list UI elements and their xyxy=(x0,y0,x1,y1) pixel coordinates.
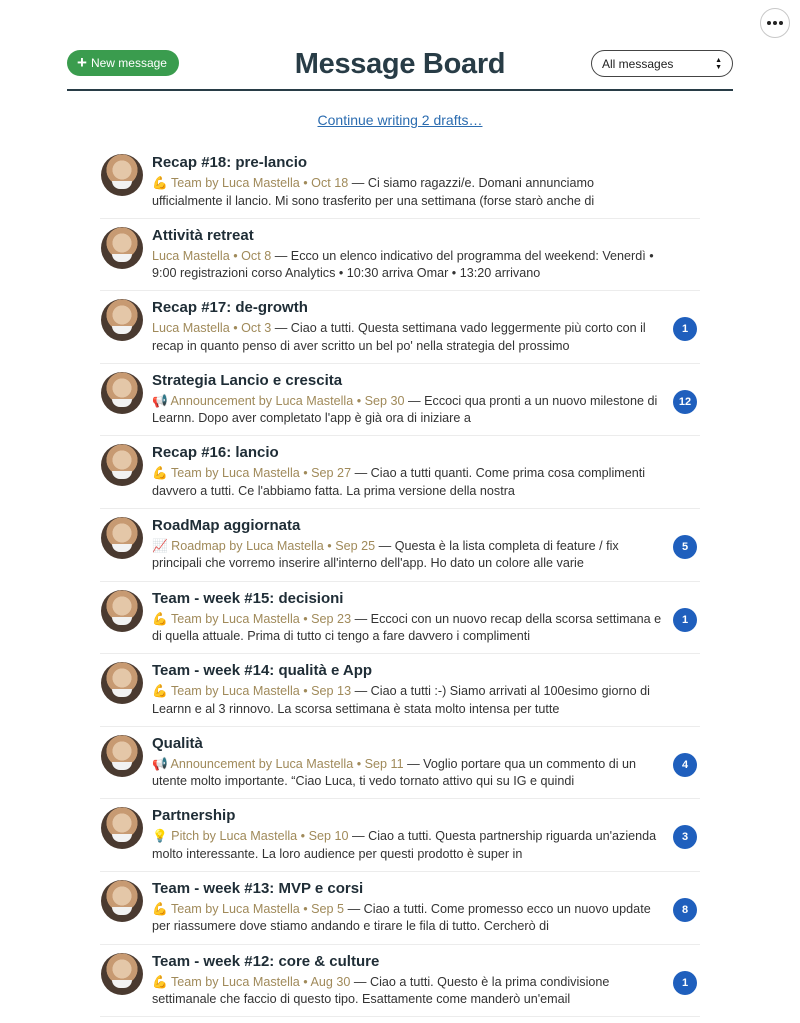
board-header xyxy=(67,44,733,92)
message-title[interactable]: Recap #17: de-growth xyxy=(152,299,308,317)
message-meta: 📢 Announcement by Luca Mastella • Sep 30 xyxy=(152,393,405,408)
message-row[interactable] xyxy=(100,727,700,800)
message-preview: — Eccoci con un nuovo recap della scorsa settimana e di quella attuale. Prima di tutto ci tengo a fare davvero i complimenti xyxy=(152,611,662,644)
message-meta: Luca Mastella • Oct 8 xyxy=(152,248,272,263)
message-title[interactable]: Team - week #12: core & culture xyxy=(152,952,380,970)
filter-value: All messages xyxy=(602,56,674,71)
message-preview: — Ciao a tutti. Questo è la prima condivisione settimanale che faccio di questo tipo. Esattamente come manderò un'email xyxy=(152,974,610,1007)
message-preview: — Ecco un elenco indicativo del programma del weekend: Venerdì • 9:00 registrazioni corso Analytics • 10:30 arriva Omar • 13:20 arrivano xyxy=(152,248,654,281)
avatar[interactable] xyxy=(101,662,143,704)
message-excerpt xyxy=(152,393,664,428)
comment-count-badge[interactable]: 5 xyxy=(673,535,697,559)
plus-icon: + xyxy=(77,53,87,72)
avatar[interactable] xyxy=(101,807,143,849)
avatar[interactable] xyxy=(101,154,143,196)
message-meta: 💪 Team by Luca Mastella • Oct 18 xyxy=(152,176,349,190)
select-arrows-icon: ▲ ▼ xyxy=(715,56,722,71)
message-meta: 💪 Team by Luca Mastella • Sep 27 xyxy=(152,466,352,481)
message-row[interactable] xyxy=(100,799,700,872)
message-row[interactable] xyxy=(100,509,700,582)
message-excerpt xyxy=(152,683,664,718)
avatar[interactable] xyxy=(101,372,143,414)
more-options-button[interactable] xyxy=(760,8,790,38)
message-row[interactable] xyxy=(100,219,700,292)
message-row[interactable] xyxy=(100,436,700,509)
avatar[interactable] xyxy=(101,590,143,632)
page-title: Message Board xyxy=(294,48,506,80)
message-title[interactable]: Qualità xyxy=(152,734,203,752)
message-excerpt xyxy=(152,974,664,1009)
message-title[interactable]: Team - week #15: decisioni xyxy=(152,589,344,607)
message-title[interactable]: Attività retreat xyxy=(152,226,254,244)
message-excerpt xyxy=(152,320,664,355)
dot-icon xyxy=(767,21,771,25)
comment-count-badge[interactable]: 1 xyxy=(673,608,697,632)
message-excerpt xyxy=(152,901,664,936)
message-row[interactable] xyxy=(100,364,700,437)
message-preview: — Ciao a tutti quanti. Come prima cosa complimenti davvero a tutti. Ce l'abbiamo fatta. La prima versione della nostra xyxy=(152,466,646,498)
message-preview: — Ciao a tutti. Questa settimana vado leggermente più corto con il recap in quanto penso di aver scritto un bel po' nella strategia del prossimo xyxy=(152,321,646,353)
message-row[interactable] xyxy=(100,872,700,945)
message-excerpt xyxy=(152,465,664,500)
avatar[interactable] xyxy=(101,227,143,269)
comment-count-badge[interactable]: 12 xyxy=(673,390,697,414)
message-row[interactable] xyxy=(100,945,700,1018)
message-title[interactable]: Team - week #13: MVP e corsi xyxy=(152,879,364,897)
dot-icon xyxy=(773,21,777,25)
message-meta: 💪 Team by Luca Mastella • Sep 23 xyxy=(152,611,352,626)
message-row[interactable] xyxy=(100,291,700,364)
message-title[interactable]: Strategia Lancio e crescita xyxy=(152,371,343,389)
continue-drafts-link[interactable]: Continue writing 2 drafts… xyxy=(317,112,483,128)
message-excerpt xyxy=(152,756,664,791)
message-preview: — Ciao a tutti. Questa partnership riguarda un'azienda molto interessante. La loro audience per questi prodotto è super in xyxy=(152,829,657,861)
header-divider xyxy=(67,89,733,91)
avatar[interactable] xyxy=(101,880,143,922)
message-meta: 💪 Team by Luca Mastella • Aug 30 xyxy=(152,974,351,989)
message-preview: — Ciao a tutti. Come promesso ecco un nuovo update per riassumere dove stiamo andando e tirare le fila di tutto. Cercherò di xyxy=(152,901,651,934)
new-message-label: New message xyxy=(90,56,167,70)
message-excerpt xyxy=(152,248,664,283)
message-excerpt xyxy=(152,611,664,646)
message-meta: 💪 Team by Luca Mastella • Sep 5 xyxy=(152,901,345,916)
message-meta: Luca Mastella • Oct 3 xyxy=(152,321,272,336)
message-row[interactable] xyxy=(100,654,700,727)
comment-count-badge[interactable]: 1 xyxy=(673,317,697,341)
message-excerpt xyxy=(152,538,664,573)
message-title[interactable]: Recap #16: lancio xyxy=(152,444,279,462)
message-preview: — Voglio portare qua un commento di un utente molto importante. “Ciao Luca, ti vedo tornato attivo qui su IG e quindi xyxy=(152,756,637,789)
message-filter-select[interactable] xyxy=(591,50,733,77)
message-title[interactable]: RoadMap aggiornata xyxy=(152,516,301,534)
message-excerpt xyxy=(152,175,664,210)
comment-count-badge[interactable]: 1 xyxy=(673,971,697,995)
avatar[interactable] xyxy=(101,735,143,777)
message-preview: — Ciao a tutti :-) Siamo arrivati al 100esimo giorno di Learnn e al 3 rinnovo. La scorsa settimana è stata molto intensa per tutte xyxy=(152,684,650,716)
message-row[interactable] xyxy=(100,582,700,655)
new-message-button[interactable] xyxy=(67,50,179,76)
message-meta: 💡 Pitch by Luca Mastella • Sep 10 xyxy=(152,829,349,844)
message-row[interactable] xyxy=(100,146,700,219)
message-meta: 📈 Roadmap by Luca Mastella • Sep 25 xyxy=(152,538,376,553)
comment-count-badge[interactable]: 3 xyxy=(673,825,697,849)
comment-count-badge[interactable]: 8 xyxy=(673,898,697,922)
dot-icon xyxy=(779,21,783,25)
message-preview: — Ci siamo ragazzi/e. Domani annunciamo ufficialmente il lancio. Mi sono trasferito per una settimana (forse starò anche di xyxy=(152,176,595,208)
message-title[interactable]: Recap #18: pre-lancio xyxy=(152,154,308,171)
message-preview: — Questa è la lista completa di feature / fix principali che vorremo inserire all'interno dell'app. Ho dato un colore alle varie xyxy=(152,538,619,571)
message-title[interactable]: Team - week #14: qualità e App xyxy=(152,662,373,680)
comment-count-badge[interactable]: 4 xyxy=(673,753,697,777)
avatar[interactable] xyxy=(101,299,143,341)
message-excerpt xyxy=(152,828,664,863)
message-list xyxy=(100,146,700,1017)
message-title[interactable]: Partnership xyxy=(152,807,236,825)
avatar[interactable] xyxy=(101,517,143,559)
avatar[interactable] xyxy=(101,953,143,995)
message-preview: — Eccoci qua pronti a un nuovo milestone di Learnn. Dopo aver completato l'app è già ora di iniziare a xyxy=(152,393,658,426)
message-meta: 💪 Team by Luca Mastella • Sep 13 xyxy=(152,684,352,699)
message-meta: 📢 Announcement by Luca Mastella • Sep 11 xyxy=(152,756,404,771)
avatar[interactable] xyxy=(101,444,143,486)
